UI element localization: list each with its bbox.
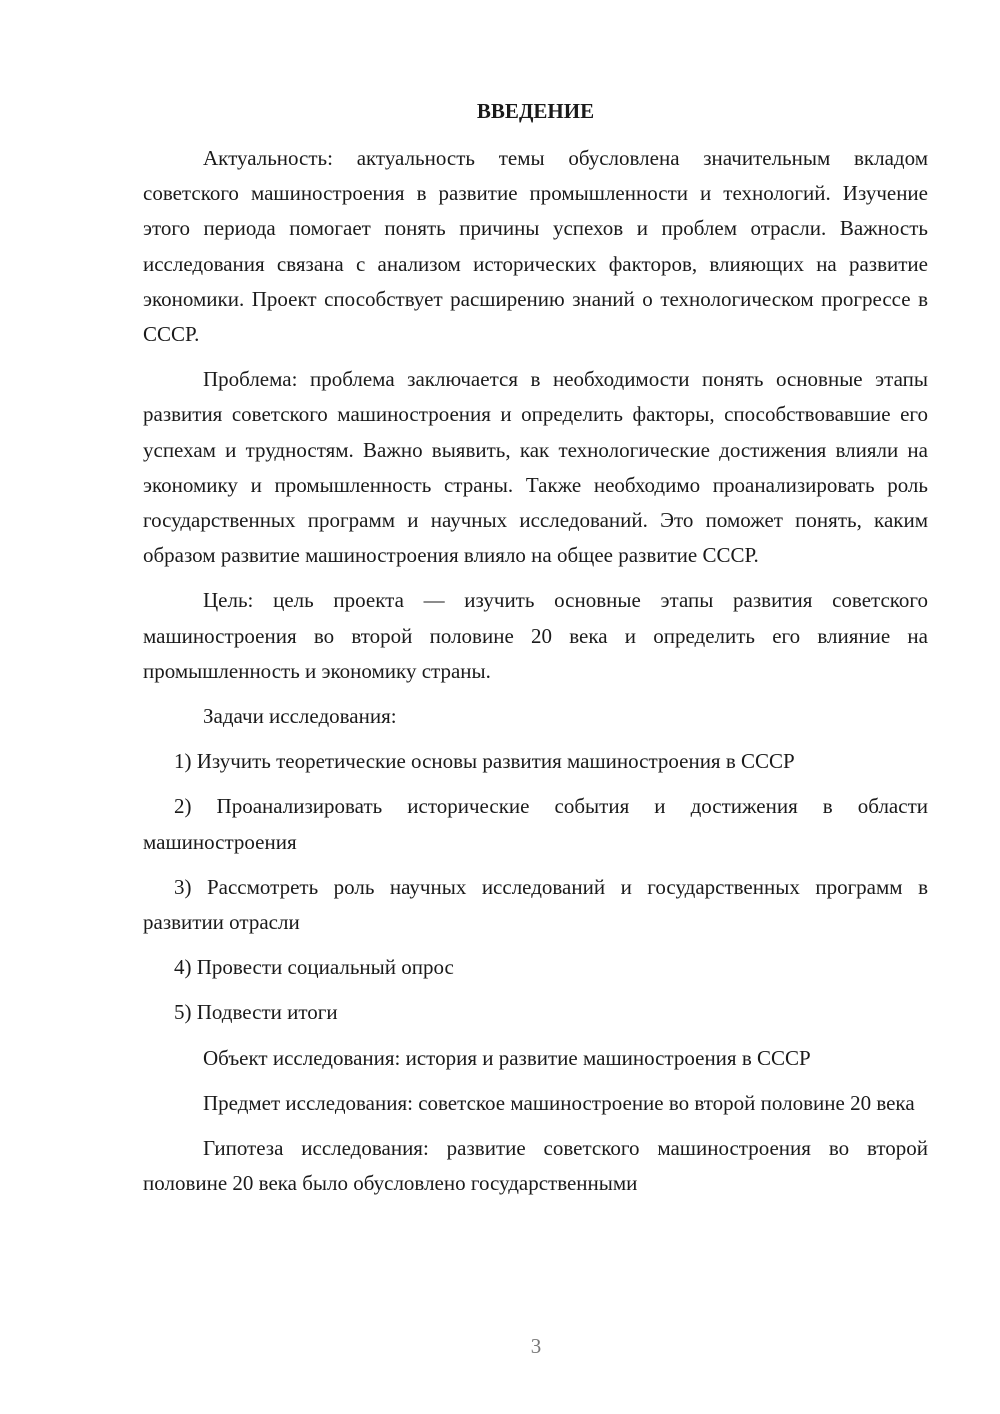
section-title: ВВЕДЕНИЕ — [476, 99, 595, 123]
task-item: 2) Проанализировать исторические события и достижения в области машиностроения — [143, 794, 928, 854]
task-item: 3) Рассмотреть роль научных исследований и государственных программ в развитии отрасли — [143, 874, 928, 935]
paragraph-problem: Проблема: проблема заключается в необходимости понять основные этапы развития советского машиностроения и определить факторы, способствовавшие его успехам и трудностям. Важно выявить, как технологические достижения влияли на экономику и промышленность страны. Также необходимо проанализировать роль государственных программ и научных исследований. Это поможет понять, каким образом развитие машиностроения влияло на общее развитие СССР. — [143, 367, 928, 568]
page-number: 3 — [530, 1334, 542, 1358]
paragraph-goal: Цель: цель проекта — изучить основные этапы развития советского машиностроения во второй половине 20 века и определить его влияние на промышленность и экономику страны. — [143, 588, 928, 683]
task-item: 1) Изучить теоретические основы развития машиностроения в СССР — [174, 749, 795, 774]
paragraph-subject: Предмет исследования: советское машиностроение во второй половине 20 века — [203, 1090, 915, 1115]
paragraph-hypothesis: Гипотеза исследования: развитие советского машиностроения во второй половине 20 века было обусловлено государственными — [143, 1136, 928, 1196]
task-item: 5) Подвести итоги — [174, 1000, 338, 1025]
page-content — [143, 94, 928, 1211]
task-item: 4) Провести социальный опрос — [174, 955, 454, 980]
paragraph-tasks-heading: Задачи исследования: — [203, 704, 397, 729]
paragraph-object: Объект исследования: история и развитие машиностроения в СССР — [203, 1045, 811, 1070]
paragraph-relevance: Актуальность: актуальность темы обусловлена значительным вкладом советского машиностроения в развитие промышленности и технологий. Изучение этого периода помогает понять причины успехов и проблем отрасли. Важность исследования связана с анализом исторических факторов, влияющих на развитие экономики. Проект способствует расширению знаний о технологическом прогрессе в СССР. — [143, 146, 928, 347]
